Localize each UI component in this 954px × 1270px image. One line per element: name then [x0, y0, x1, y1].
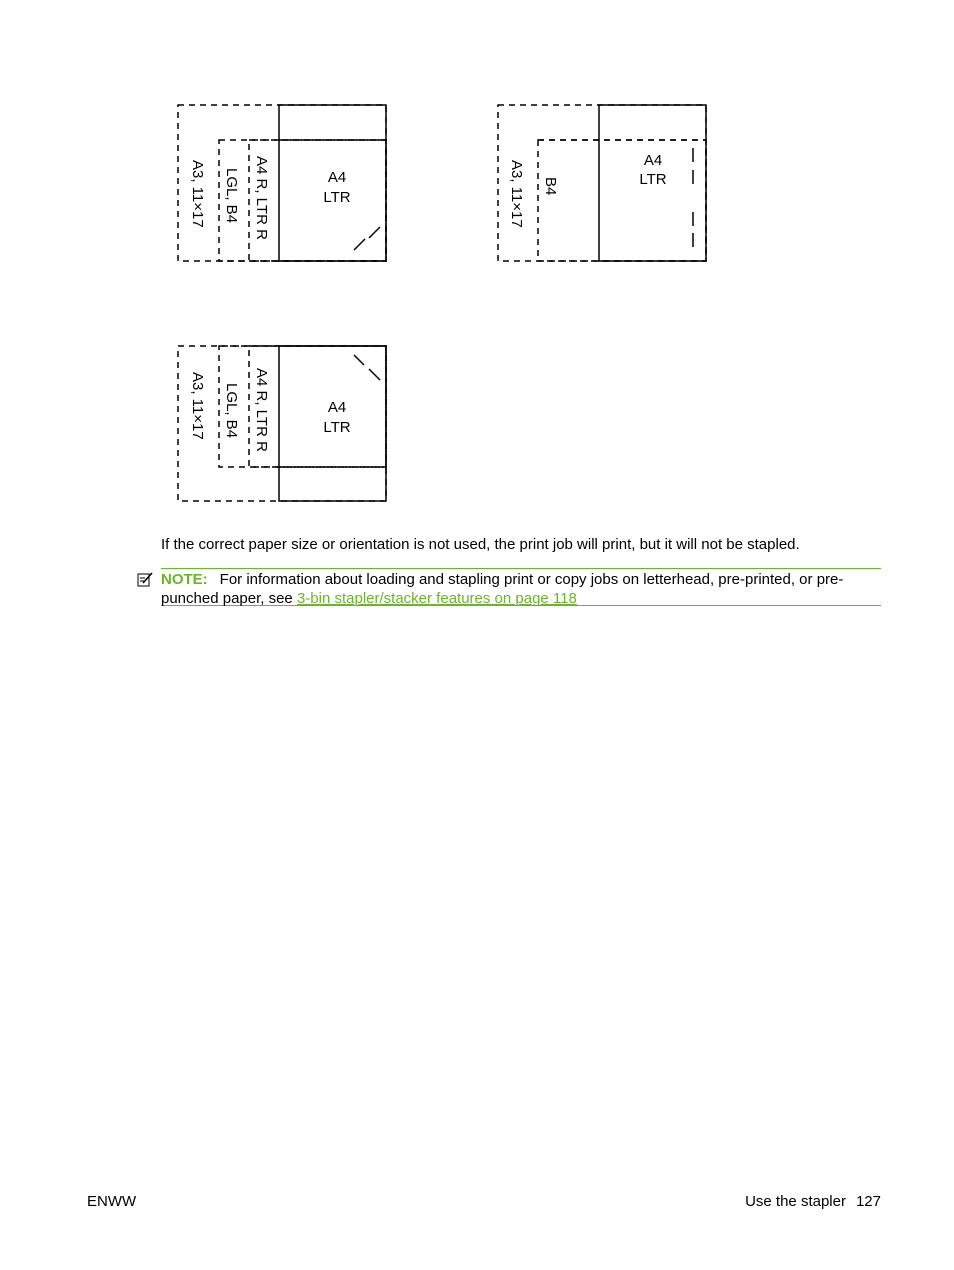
- diagram-1-staple-1: [369, 227, 380, 238]
- diagram-1-paper-label-1: A4: [327, 169, 347, 186]
- note-label: NOTE:: [161, 571, 208, 588]
- diagram-3-outer-outline: [178, 346, 386, 501]
- diagram-2-outer-label: A3, 11×17: [508, 160, 525, 228]
- page-number: 127: [855, 1193, 881, 1210]
- diagram-3-outer-label: A3, 11×17: [189, 372, 206, 440]
- note-pencil-icon: [137, 571, 153, 587]
- diagram-1-middle-label: LGL, B4: [223, 168, 240, 224]
- diagram-1: [178, 105, 386, 261]
- diagram-2-paper-label-1: A4: [643, 152, 663, 169]
- diagram-3-middle-outline: [219, 346, 386, 467]
- note-box: [161, 568, 881, 606]
- diagram-1-paper-label-2: LTR: [323, 189, 351, 206]
- stapler-features-link[interactable]: 3-bin stapler/stacker features on page 118: [296, 590, 577, 607]
- diagram-3-paper-label-1: A4: [327, 399, 347, 416]
- diagram-1-staple-2: [354, 239, 365, 250]
- diagram-3-staple-2: [369, 369, 380, 380]
- diagram-2-paper-label-2: LTR: [639, 171, 667, 188]
- diagram-1-inner-label: A4 R, LTR R: [253, 156, 270, 240]
- diagram-1-outer-outline: [178, 105, 386, 261]
- stapler-diagrams: [0, 0, 954, 520]
- diagram-3-inner-label: A4 R, LTR R: [253, 368, 270, 452]
- diagram-1-outer-label: A3, 11×17: [189, 160, 206, 228]
- footer-left: ENWW: [87, 1193, 137, 1210]
- diagram-3-middle-label: LGL, B4: [223, 383, 240, 439]
- footer-right: [745, 1193, 881, 1210]
- diagram-2-outer-outline: [498, 105, 706, 261]
- diagram-3-staple-1: [354, 355, 364, 365]
- diagram-3: [178, 346, 386, 501]
- diagram-3-paper-label-2: LTR: [323, 419, 351, 436]
- diagram-2-middle-label: B4: [542, 177, 559, 196]
- body-paragraph: If the correct paper size or orientation is not used, the print job will print, but it will not be stapled.: [161, 536, 800, 553]
- note-text: For information about loading and stapling print or copy jobs on letterhead, pre-printed, or pre-punched paper, see: [161, 571, 844, 607]
- footer-section: Use the stapler: [745, 1193, 846, 1210]
- diagram-2: [498, 105, 706, 261]
- diagram-2-middle-outline: [538, 140, 706, 261]
